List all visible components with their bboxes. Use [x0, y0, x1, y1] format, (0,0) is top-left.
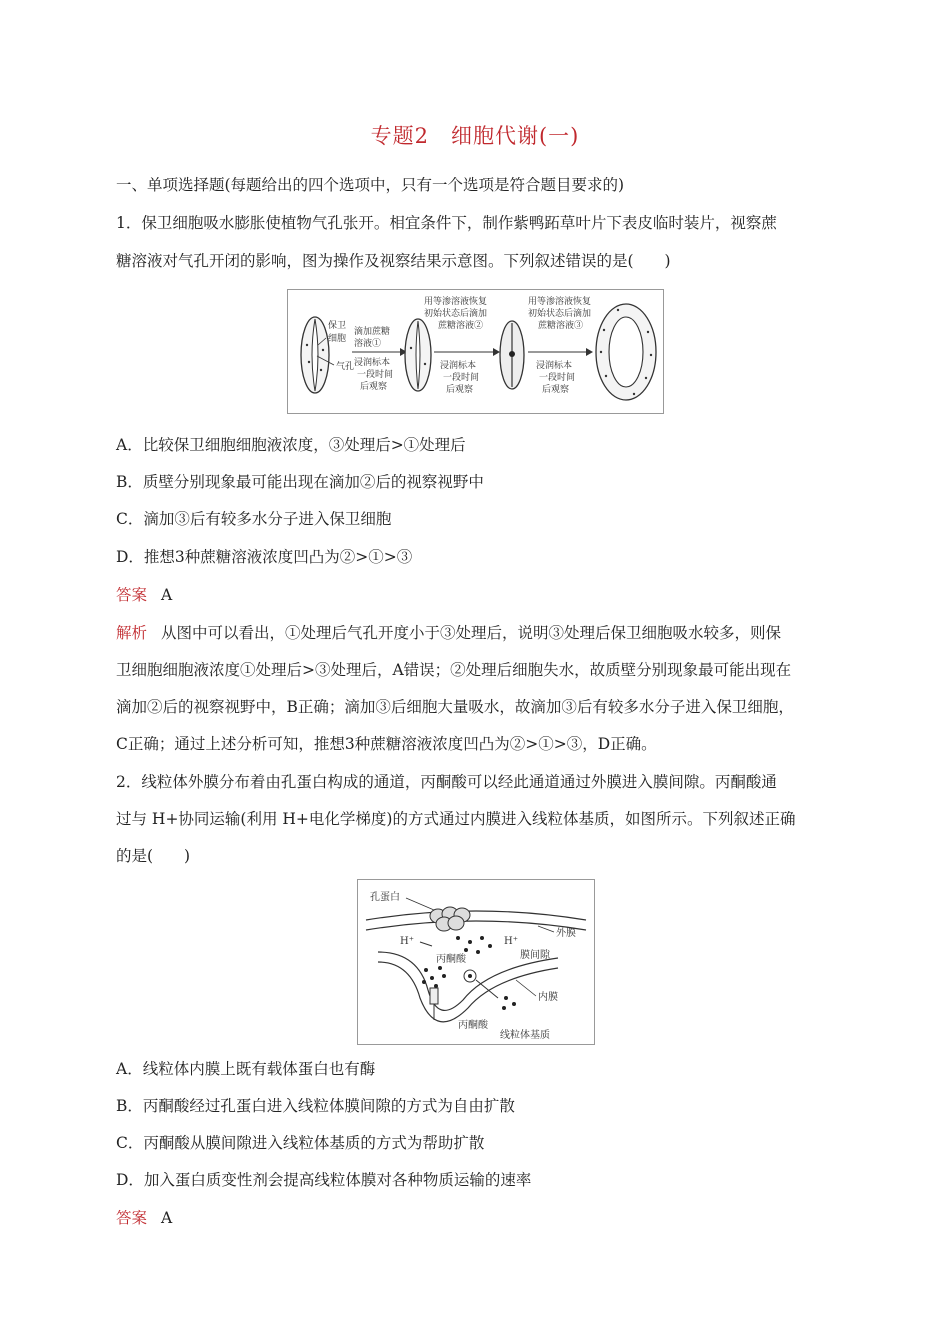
q2-answer [116, 1199, 840, 1237]
q1-answer [116, 576, 840, 614]
label-guard-2: 细胞 [328, 334, 347, 344]
q2-stem-line3: 的是( ) [116, 847, 191, 865]
step1-b: 溶液① [354, 339, 382, 349]
stomata-after-3 [596, 304, 656, 400]
step2-wait-a: 浸润标本 [440, 361, 477, 371]
label-matrix: 线粒体基质 [500, 1030, 550, 1041]
answer-label: 答案 [116, 586, 148, 604]
step1-wait-b: 一段时间 [357, 370, 394, 380]
q2-option-c: C．丙酮酸从膜间隙进入线粒体基质的方式为帮助扩散 [116, 1134, 485, 1152]
q1-stem-line2: 糖溶液对气孔开闭的影响，图为操作及视察结果示意图。下列叙述错误的是( ) [116, 252, 671, 270]
q1-analysis-line2: 卫细胞细胞液浓度①处理后>③处理后，A错误；②处理后细胞失水，故质壁分别现象最可能出现在 [116, 661, 792, 679]
step3-a: 用等渗溶液恢复 [528, 297, 592, 307]
answer-value: A [161, 586, 173, 604]
q2-option-d: D．加入蛋白质变性剂会提高线粒体膜对各种物质运输的速率 [116, 1171, 532, 1189]
label-h-2: H⁺ [504, 936, 518, 947]
step3-wait-a: 浸润标本 [536, 361, 573, 371]
section-heading: 一、单项选择题(每题给出的四个选项中，只有一个选项是符合题目要求的) [116, 176, 625, 194]
step3-wait-c: 后观察 [542, 385, 570, 395]
step1-wait-c: 后观察 [360, 382, 388, 392]
q1-option-c: C．滴加③后有较多水分子进入保卫细胞 [116, 510, 392, 528]
label-guard-1: 保卫 [328, 321, 347, 331]
analysis-label: 解析 [116, 624, 148, 642]
step3-b: 初始状态后滴加 [528, 309, 592, 319]
label-pyruvate-2: 丙酮酸 [458, 1020, 488, 1031]
step2-c: 蔗糖溶液② [438, 321, 484, 331]
q1-option-a: A．比较保卫细胞细胞液浓度，③处理后>①处理后 [116, 436, 466, 454]
q2-option-b: B．丙酮酸经过孔蛋白进入线粒体膜间隙的方式为自由扩散 [116, 1097, 515, 1115]
q2-stem-line1: 2．线粒体外膜分布着由孔蛋白构成的通道，丙酮酸可以经此通道通过外膜进入膜间隙。丙酮酸通 [116, 773, 777, 791]
step1-wait-a: 浸润标本 [354, 358, 391, 368]
step3-c: 蔗糖溶液③ [538, 321, 584, 331]
label-outer: 外膜 [556, 928, 576, 939]
q1-option-d: D．推想3种蔗糖溶液浓度凹凸为②>①>③ [116, 548, 413, 566]
step2-wait-b: 一段时间 [443, 373, 480, 383]
page-title: 专题2 细胞代谢(一) [370, 124, 580, 148]
step2-wait-c: 后观察 [446, 385, 474, 395]
step2-b: 初始状态后滴加 [424, 309, 488, 319]
q1-analysis-line4: C正确；通过上述分析可知，推想3种蔗糖溶液浓度凹凸为②>①>③，D正确。 [116, 735, 657, 753]
label-porin: 孔蛋白 [370, 892, 400, 903]
q1-analysis-line3: 滴加②后的视察视野中，B正确；滴加③后细胞大量吸水，故滴加③后有较多水分子进入保卫细胞， [116, 698, 794, 716]
label-h-1: H⁺ [400, 936, 414, 947]
answer-value: A [161, 1209, 173, 1227]
porin-complex [430, 907, 470, 931]
q2-stem-line2: 过与 H+协同运输(利用 H+电化学梯度)的方式通过内膜进入线粒体基质，如图所示。下列叙述正确 [116, 810, 796, 828]
stomata-initial [301, 317, 329, 393]
label-pyruvate-1: 丙酮酸 [436, 954, 466, 965]
step2-a: 用等渗溶液恢复 [424, 297, 488, 307]
label-intermembrane: 膜间隙 [520, 950, 550, 961]
q2-option-a: A．线粒体内膜上既有载体蛋白也有酶 [116, 1060, 376, 1078]
stomata-after-2 [500, 321, 524, 389]
q2-figure [357, 879, 595, 1045]
analysis-text-1: 从图中可以看出，①处理后气孔开度小于③处理后，说明③处理后保卫细胞吸水较多，则保 [161, 624, 782, 642]
step3-wait-b: 一段时间 [539, 373, 576, 383]
q1-option-b: B．质壁分别现象最可能出现在滴加②后的视察视野中 [116, 473, 484, 491]
q1-figure [287, 289, 664, 414]
q1-stem-line1: 1．保卫细胞吸水膨胀使植物气孔张开。相宜条件下，制作紫鸭跖草叶片下表皮临时装片，视察蔗 [116, 214, 777, 232]
q1-analysis-line1 [116, 614, 840, 652]
stomata-after-1 [405, 319, 431, 391]
label-inner: 内膜 [538, 992, 558, 1003]
step1-a: 滴加蔗糖 [354, 327, 391, 337]
answer-label: 答案 [116, 1209, 148, 1227]
label-pore: 气孔 [336, 362, 355, 372]
